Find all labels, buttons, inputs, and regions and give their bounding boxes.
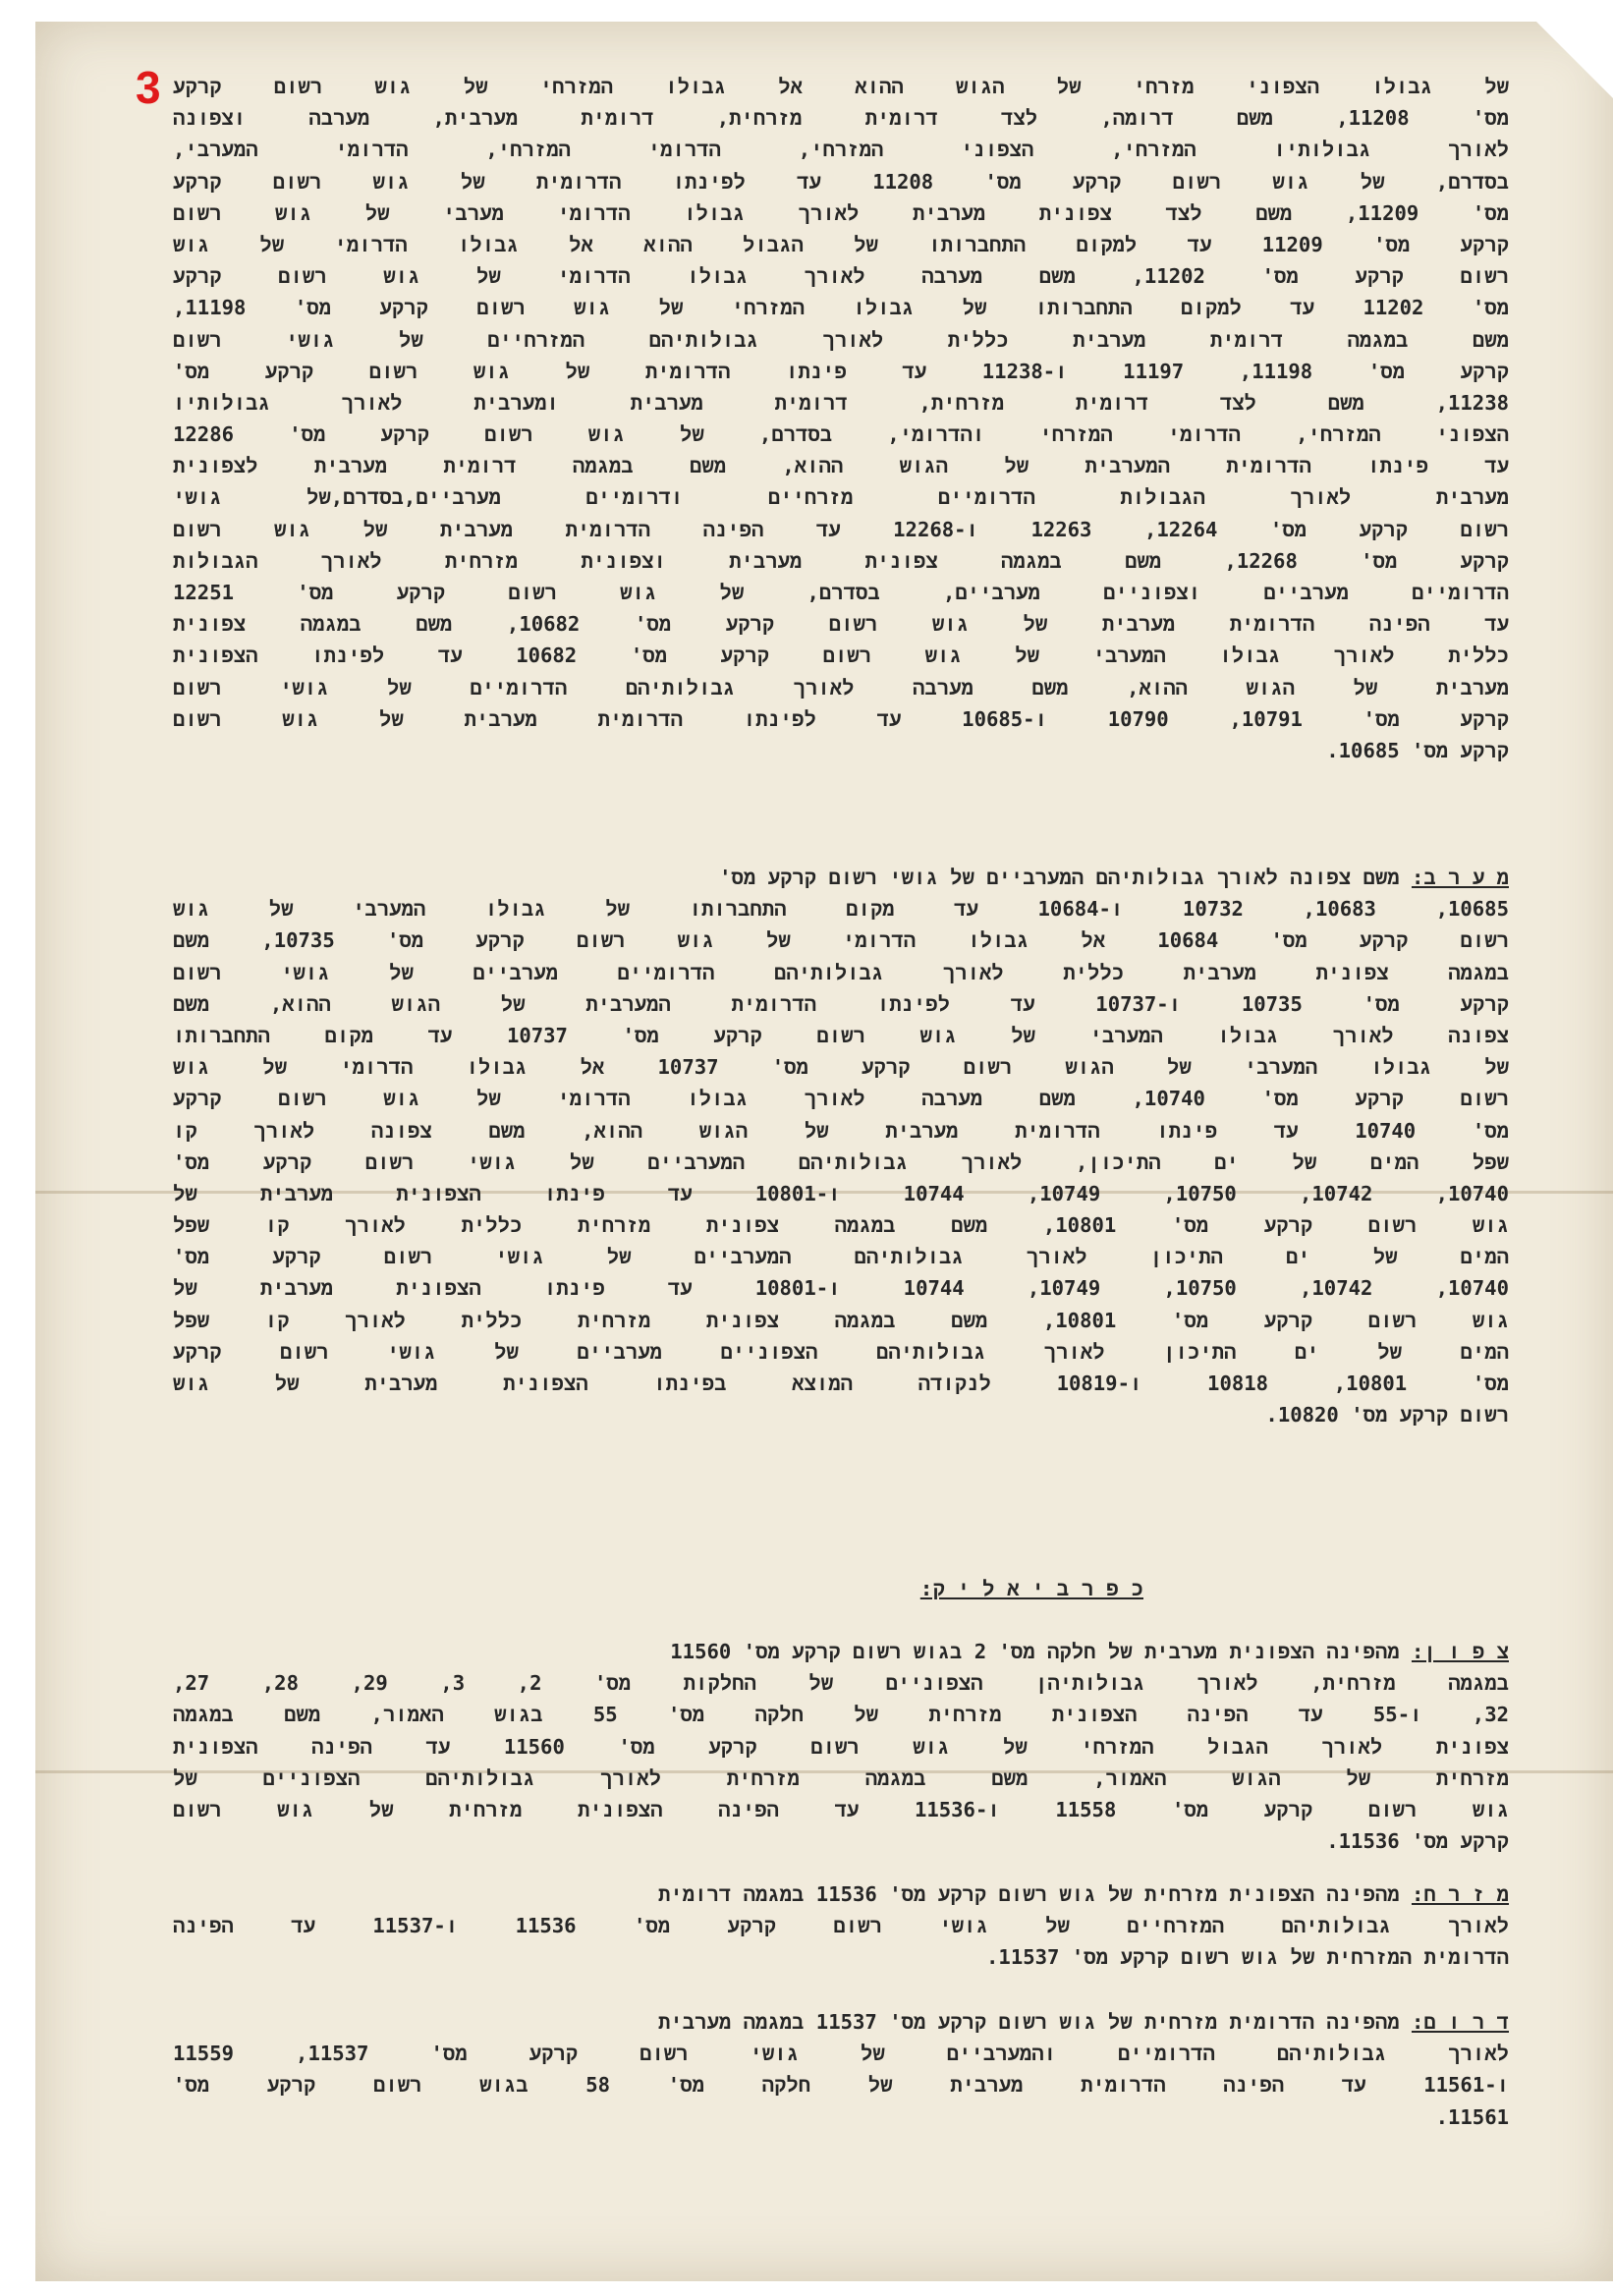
folded-corner (1536, 22, 1613, 100)
text-line: צפונית לאורך הגבול המזרחי של גוש רשום קרקע מס' 11560 עד הפינה הצפונית (173, 1734, 1509, 1759)
text-line (173, 2006, 1509, 2038)
text-line: 32, ו-55 עד הפינה הצפונית מזרחית של חלקה מס' 55 בגוש האמור, משם במגמה (173, 1703, 1509, 1727)
text-line: קרקע מס' 10735 ו-10737 עד לפינתו הדרומית המערבית של הגוש ההוא, משם (173, 991, 1509, 1016)
paragraph-boundary-continuation (173, 71, 1509, 766)
text-line: גוש רשום קרקע מס' 11558 ו-11536 עד הפינה הצפונית מזרחית של גוש רשום (173, 1797, 1509, 1821)
text-line: מס' 10801, 10818 ו-10819 לנקודה המוצא בפינתו הצפונית מערבית של גוש (173, 1372, 1510, 1395)
text-line: המים של ים התיכון לאורך גבולותיהם המערביים של גושי רשום קרקע מס' (173, 1245, 1509, 1269)
text-line: של גבולו הצפוני מזרחי של הגוש ההוא אל גבולו המזרחי של גוש רשום קרקע (173, 75, 1509, 98)
text-line: הדרומיים מערביים וצפוניים מערביים, בסדרם, של גוש רשום קרקע מס' 12251 (173, 581, 1509, 604)
text-line: מערבית לאורך הגבולות הדרומיים מזרחיים ודרומיים מערביים,בסדרם,של גושי (173, 485, 1509, 510)
section-label-west: מ ע ר ב: (1411, 866, 1509, 889)
text-line: מס' 11209, משם לצד צפונית מערבית לאורך גבולו הדרומי מערבי של גוש רשום (173, 200, 1510, 225)
text-line: קרקע מס' 11209 עד למקום התחברותו של הגבול ההוא אל גבולו הדרומי של גוש (173, 232, 1509, 256)
text-line: רשום קרקע מס' 11202, משם מערבה לאורך גבולו הדרומי של גוש רשום קרקע (173, 264, 1509, 289)
text-line: רשום קרקע מס' 10820. (1265, 1403, 1509, 1428)
text-line: רשום קרקע מס' 10684 אל גבולו הדרומי של גוש רשום קרקע מס' 10735, משם (173, 928, 1509, 953)
text-fragment: מהפינה הצפונית מזרחית של גוש רשום קרקע מס' 11536 במגמה דרומית (658, 1882, 1412, 1906)
text-line: גוש רשום קרקע מס' 10801, משם במגמה צפונית מזרחית כללית לאורך קו שפל (173, 1213, 1509, 1238)
text-line: שפל המים של ים התיכון, לאורך גבולותיהם המערביים של גושי רשום קרקע מס' (173, 1149, 1509, 1174)
text-line: עד הפינה הדרומית מערבית של גוש רשום קרקע מס' 10682, משם במגמה צפונית (173, 612, 1509, 637)
text-fragment: מהפינה הדרומית מזרחית של גוש רשום קרקע מס' 11537 במגמה מערבית (658, 2010, 1412, 2034)
text-line: 11238, משם לצד דרומית מזרחית, דרומית מערבית ומערבית לאורך גבולותיו (173, 390, 1509, 415)
section-label-east: מ ז ר ח: (1411, 1882, 1509, 1906)
paragraph-north (173, 1636, 1509, 1857)
text-line: 10740, 10742, 10750, 10749, 10744 ו-10801 עד פינתו הצפונית מערבית של (173, 1181, 1509, 1205)
text-line: צפונה לאורך גבולו המערבי של גוש רשום קרקע מס' 10737 עד מקום התחברותו (173, 1023, 1509, 1047)
text-line: לאורך גבולותיו המזרחי, הצפוני המזרחי, הדרומי המזרחי, הדרומי המערבי, (173, 138, 1509, 162)
text-line: עד פינתו הדרומית המערבית של הגוש ההוא, משם במגמה דרומית מערבית לצפונית (173, 454, 1509, 478)
page-number: 3 (136, 62, 161, 113)
text-line: הצפוני המזרחי, הדרומי המזרחי והדרומי, בסדרם, של גוש רשום קרקע מס' 12286 (173, 422, 1509, 447)
text-line: 11561. (1435, 2104, 1509, 2129)
text-line: המים של ים התיכון לאורך גבולותיהם הצפוניים מערביים של גושי רשום קרקע (173, 1339, 1509, 1364)
text-line: 10685, 10683, 10732 ו-10684 עד מקום התחברותו של גבולו המערבי של גוש (173, 897, 1509, 922)
text-line: כללית לאורך גבולו המערבי של גוש רשום קרקע מס' 10682 עד לפינתו הצפונית (173, 644, 1509, 668)
text-line: של גבולו המערבי של הגוש רשום קרקע מס' 10737 אל גבולו הדרומי של גוש (173, 1055, 1509, 1080)
text-line: ו-11561 עד הפינה הדרומית מערבית של חלקה מס' 58 בגוש רשום קרקע מס' (173, 2073, 1509, 2098)
section-heading-kfar-bialik: כ פ ר ב י א ל י ק: (919, 1577, 1143, 1600)
paragraph-west (173, 862, 1509, 1430)
text-line: במגמה מזרחית, לאורך גבולותיהן הצפוניים של החלקות מס' 2, 3, 29, 28, 27, (173, 1671, 1509, 1696)
text-line: מזרחית של הגוש האמור, משם במגמה מזרחית לאורך גבולותיהם הצפוניים של (173, 1765, 1509, 1790)
text-line: לאורך גבולותיהם המזרחיים של גושי רשום קרקע מס' 11536 ו-11537 עד הפינה (173, 1914, 1510, 1938)
text-fragment: משם צפונה לאורך גבולותיהם המערביים של גושי רשום קרקע מס' (719, 866, 1412, 889)
text-line: רשום קרקע מס' 10740, משם מערבה לאורך גבולו הדרומי של גוש רשום קרקע (173, 1087, 1509, 1111)
text-line: רשום קרקע מס' 12264, 12263 ו-12268 עד הפינה הדרומית מערבית של גוש רשום (173, 517, 1509, 541)
text-line: קרקע מס' 11198, 11197 ו-11238 עד פינתו הדרומית של גוש רשום קרקע מס' (173, 359, 1509, 383)
text-line: בסדרם, של גוש רשום קרקע מס' 11208 עד לפינתו הדרומית של גוש רשום קרקע (173, 169, 1509, 194)
text-line: במגמה צפונית מערבית כללית לאורך גבולותיהם הדרומיים מערביים של גושי רשום (173, 960, 1509, 984)
paragraph-south (173, 2006, 1509, 2133)
text-line (173, 1636, 1509, 1667)
text-line: קרקע מס' 11536. (1326, 1829, 1509, 1854)
text-line: גוש רשום קרקע מס' 10801, משם במגמה צפונית מזרחית כללית לאורך קו שפל (173, 1308, 1509, 1332)
text-line: קרקע מס' 12268, משם במגמה צפונית מערבית וצפונית מזרחית לאורך הגבולות (173, 548, 1509, 573)
text-line: קרקע מס' 10685. (1326, 738, 1509, 762)
document-page (35, 22, 1613, 2281)
text-line: לאורך גבולותיהם הדרומיים והמערביים של גושי רשום קרקע מס' 11537, 11559 (173, 2042, 1509, 2066)
text-line (173, 1878, 1509, 1910)
text-fragment: מהפינה הצפונית מערבית של חלקה מס' 2 בגוש רשום קרקע מס' 11560 (670, 1640, 1412, 1663)
text-line: מס' 11202 עד למקום התחברותו של גבולו המזרחי של גוש רשום קרקע מס' 11198, (173, 296, 1510, 320)
text-line (173, 862, 1509, 893)
text-line: 10740, 10742, 10750, 10749, 10744 ו-10801 עד פינתו הצפונית מערבית של (173, 1276, 1509, 1301)
text-line: קרקע מס' 10791, 10790 ו-10685 עד לפינתו הדרומית מערבית של גוש רשום (173, 706, 1509, 731)
text-line: מערבית של הגוש ההוא, משם מערבה לאורך גבולותיהם הדרומיים של גושי רשום (173, 675, 1509, 700)
text-line: מס' 11208, משם דרומה, לצד דרומית מזרחית, דרומית מערבית, מערבה וצפונה (173, 106, 1509, 131)
text-line: הדרומית המזרחית של גוש רשום קרקע מס' 11537. (986, 1945, 1509, 1970)
section-label-north: צ פ ו ן: (1411, 1640, 1509, 1663)
paragraph-east (173, 1878, 1509, 1974)
text-line: משם במגמה דרומית מערבית כללית לאורך גבולותיהם המזרחיים של גושי רשום (173, 327, 1509, 352)
text-line: מס' 10740 עד פינתו הדרומית מערבית של הגוש ההוא, משם צפונה לאורך קו (173, 1118, 1509, 1143)
section-label-south: ד ר ו ם: (1411, 2010, 1509, 2034)
